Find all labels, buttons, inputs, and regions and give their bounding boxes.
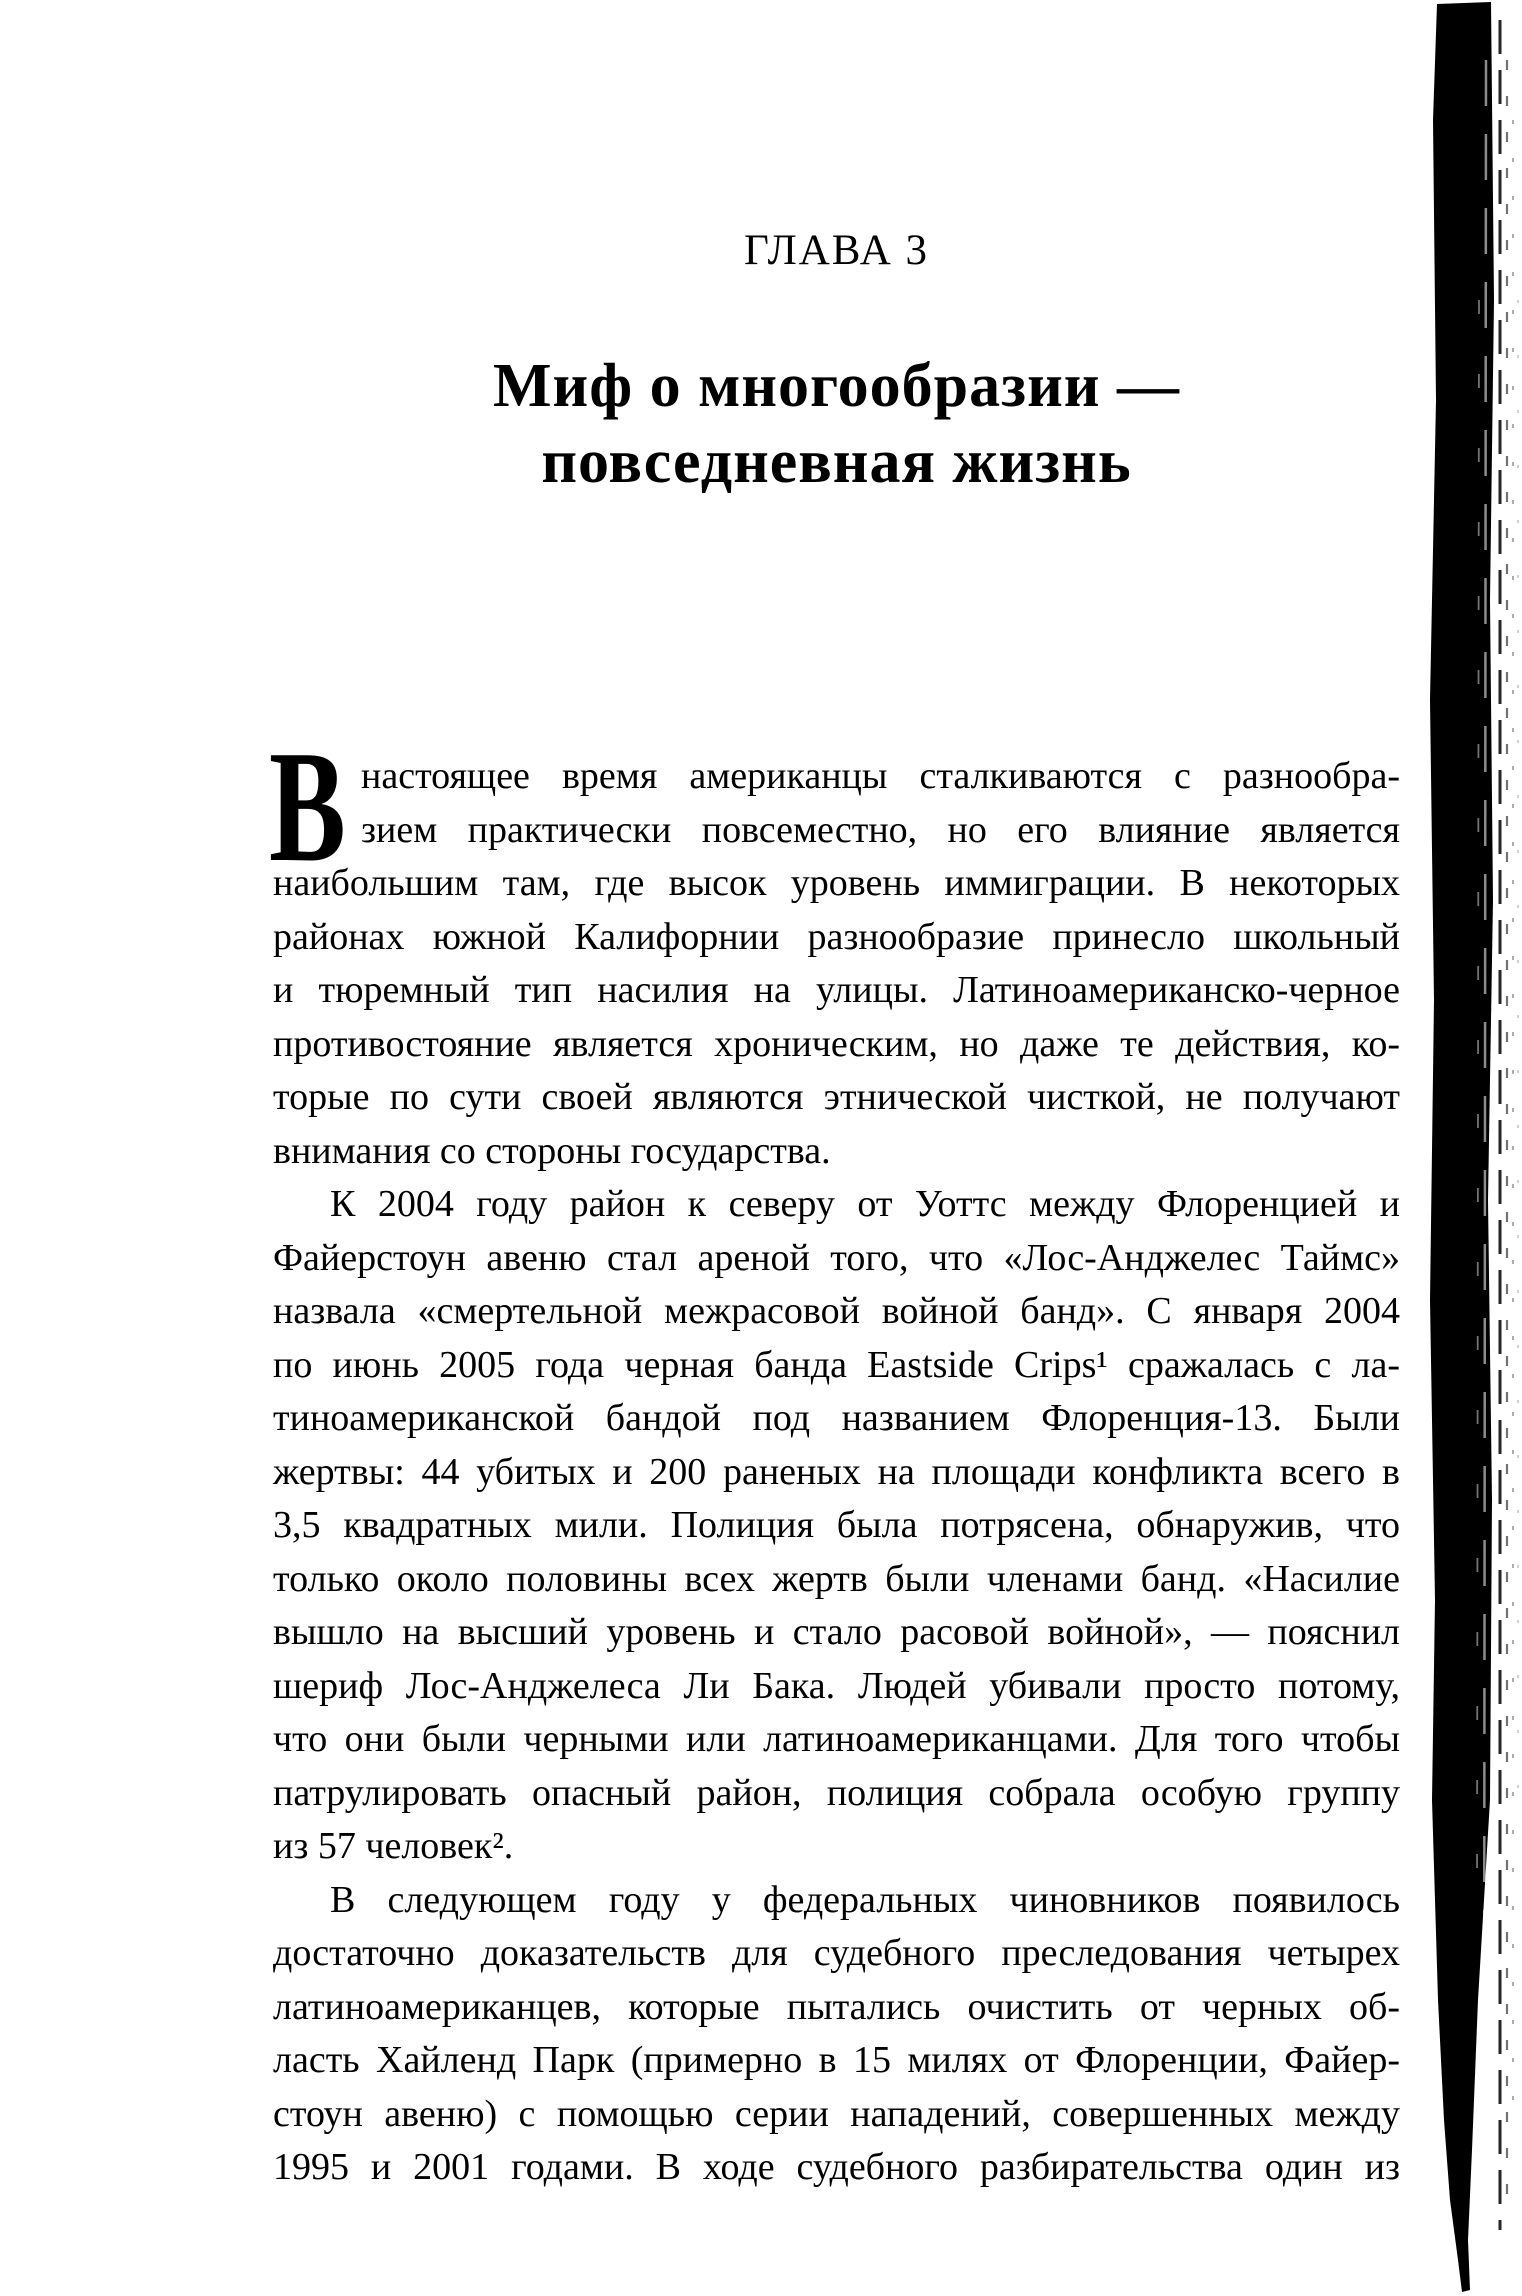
text-line: достаточно доказательств для судебного преследования четырех	[273, 1932, 1400, 1974]
text-line: торые по сути своей являются этнической чисткой, не получают	[273, 1076, 1400, 1118]
title-line-1: Миф о многообразии —	[492, 352, 1181, 420]
text-line: шериф Лос-Анджелеса Ли Бака. Людей убивали просто потому,	[273, 1664, 1400, 1707]
text-line: 3,5 квадратных мили. Полиция была потрясена, обнаружив, что	[273, 1504, 1400, 1546]
text-line: только около половины всех жертв были членами банд. «Насилие	[273, 1557, 1400, 1600]
text-line: назвала «смертельной межрасовой войной банд». С января 2004	[273, 1290, 1400, 1332]
text-line: противостояние является хроническим, но даже те действия, ко-	[273, 1022, 1400, 1065]
body-text	[269, 717, 1400, 2195]
text-line: по июнь 2005 года черная банда Eastside Crips¹ сражалась с ла-	[273, 1343, 1400, 1386]
text-line: что они были черными или латиноамериканцами. Для того чтобы	[273, 1718, 1400, 1760]
text-line: наибольшим там, где высок уровень иммиграции. В некоторых	[273, 862, 1400, 904]
text-line: ласть Хайленд Парк (примерно в 15 милях от Флоренции, Файер-	[273, 2039, 1400, 2081]
text-line: 1995 и 2001 годами. В ходе судебного разбирательства один из	[273, 2146, 1400, 2188]
text-line: стоун авеню) с помощью серии нападений, совершенных между	[273, 2092, 1400, 2135]
text-line: латиноамериканцев, которые пытались очистить от черных об-	[273, 1985, 1400, 2028]
text-line: районах южной Калифорнии разнообразие принесло школьный	[273, 915, 1400, 958]
text-line: из 57 человек².	[273, 1825, 514, 1867]
text-line: и тюремный тип насилия на улицы. Латиноамериканско-черное	[273, 969, 1400, 1011]
text-line: зием практически повсеместно, но его влияние является	[361, 808, 1400, 851]
text-line: тиноамериканской бандой под названием Флоренция-13. Были	[273, 1397, 1400, 1439]
text-line: внимания со стороны государства.	[273, 1129, 831, 1172]
text-line: жертвы: 44 убитых и 200 раненых на площади конфликта всего в	[273, 1450, 1400, 1493]
text-line: Файерстоун авеню стал ареной того, что «Лос-Анджелес Таймс»	[273, 1236, 1400, 1279]
paragraph	[269, 717, 1400, 1178]
chapter-label: ГЛАВА 3	[743, 227, 930, 274]
text-line: К 2004 году район к северу от Уоттс между Флоренцией и	[330, 1183, 1400, 1225]
paragraph	[273, 1874, 1400, 2195]
text-line: вышло на высший уровень и стало расовой войной», — пояснил	[273, 1611, 1400, 1653]
page-title	[273, 348, 1400, 500]
text-line: настоящее время американцы сталкиваются с разнообра-	[361, 755, 1400, 797]
drop-cap: В	[269, 717, 346, 895]
paragraph	[273, 1178, 1400, 1874]
title-line-2: повседневная жизнь	[541, 428, 1132, 496]
text-line: В следующем году у федеральных чиновников появилось	[330, 1878, 1400, 1921]
text-line: патрулировать опасный район, полиция собрала особую группу	[273, 1771, 1400, 1814]
